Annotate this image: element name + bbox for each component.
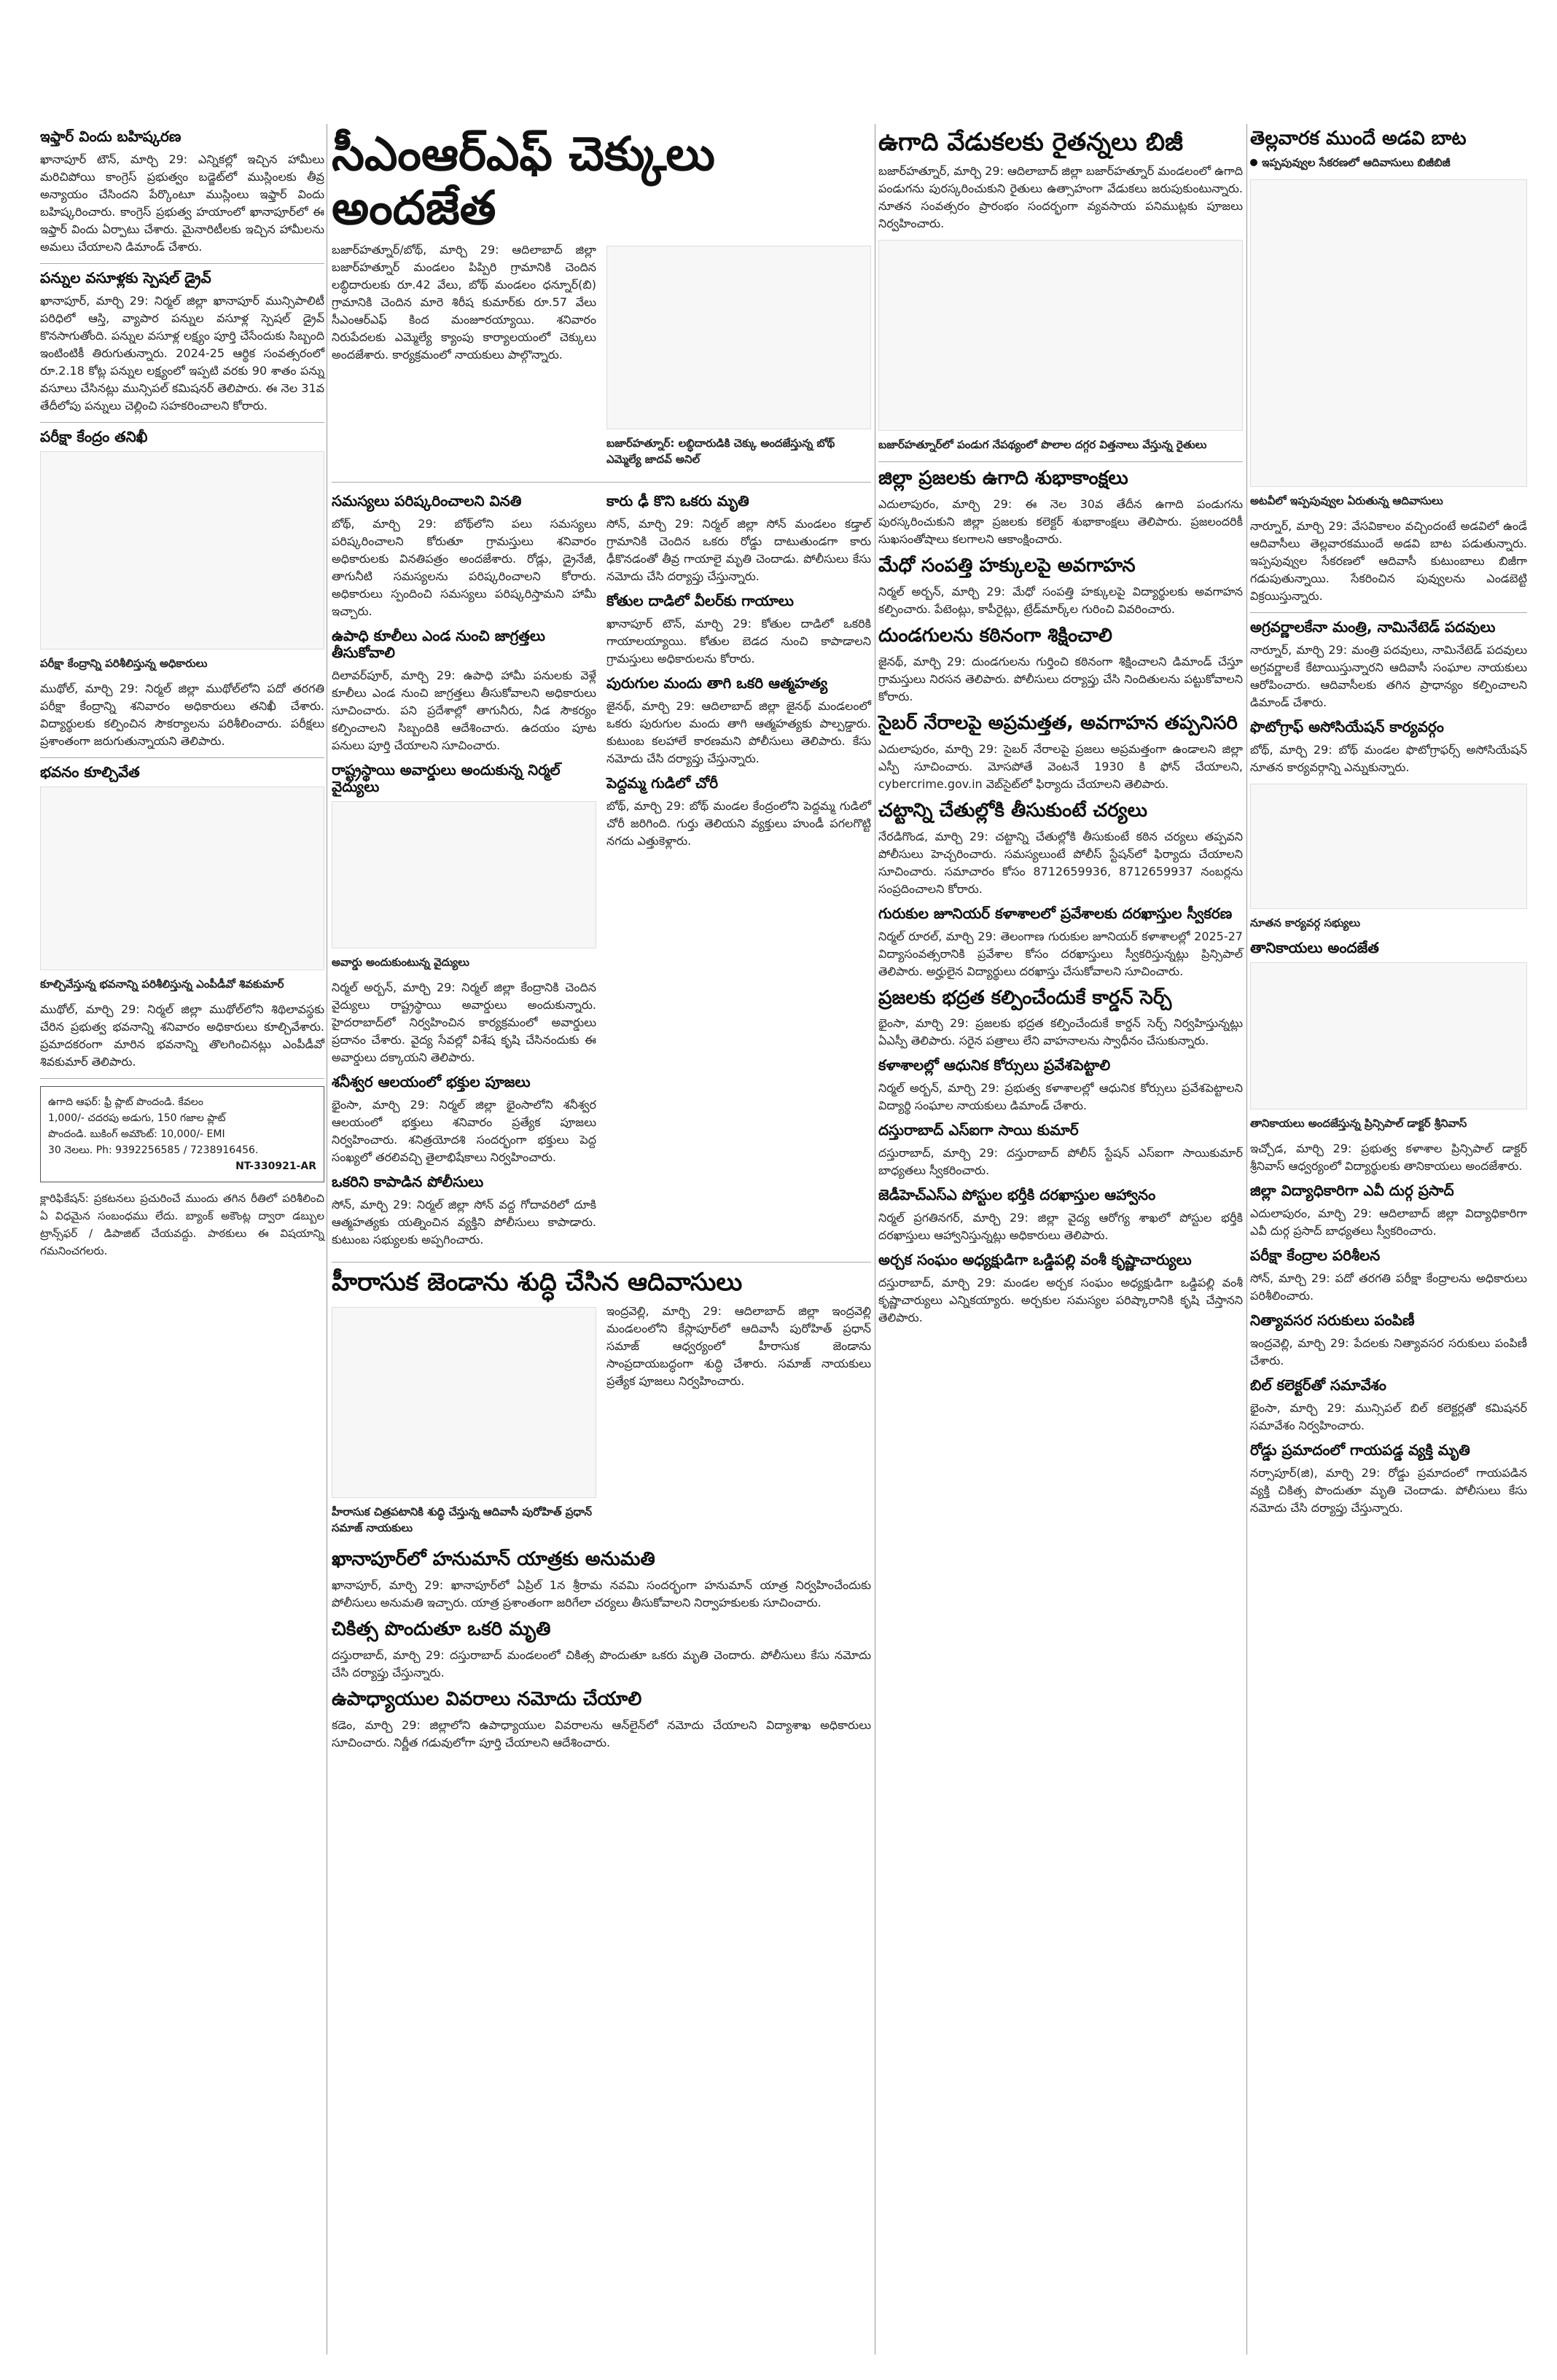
article-headline: జిల్లా ప్రజలకు ఉగాది శుభాకాంక్షలు (878, 467, 1128, 490)
article-body: బజార్‌హత్నూర్, మార్చి 29: ఆదిలాబాద్ జిల్లా బజార్‌హత్నూర్ మండలంలో ఉగాది పండుగను పురస్కరించుకుని రైతులు ఉత్సాహంగా వేడుకలు జరుపుకుంటున్నారు. నూతన సంవత్సరం ప్రారంభం సందర్భంగా వ్యవసాయ పనిముట్లకు పూజలు నిర్వహించారు. (878, 164, 1243, 231)
article-body: నిర్మల్ అర్బన్, మార్చి 29: నిర్మల్ జిల్లా కేంద్రానికి చెందిన వైద్యులు రాష్ట్రస్థాయి అవార్డులు అందుకున్నారు. హైదరాబాద్‌లో నిర్వహించిన కార్యక్రమంలో అవార్డులు ప్రదానం చేశారు. వైద్య సేవల్లో విశేష కృషి చేసినందుకు ఈ అవార్డులు దక్కాయని తెలిపారు. (332, 980, 596, 1065)
article-headline: శనీశ్వర ఆలయంలో భక్తుల పూజలు (332, 1073, 531, 1091)
divider (40, 757, 324, 758)
article-headline: ఇఫ్తార్ విందు బహిష్కరణ (40, 128, 182, 145)
ad-line: ఉగాది ఆఫర్: ఫ్రీ ప్లాట్ పొందండి. కేవలం (48, 1096, 203, 1108)
article-body: నిర్మల్ అర్బన్, మార్చి 29: మేధో సంపత్తి హక్కులపై విద్యార్థులకు అవగాహన కల్పించారు. పేటెంట్లు, కాపీరైట్లు, ట్రేడ్‌మార్క్‌ల గురించి వివరించారు. (878, 584, 1243, 616)
article-headline: ఖానాపూర్‌లో హనుమాన్ యాత్రకు అనుమతి (332, 1548, 655, 1571)
association-photo (1250, 784, 1527, 909)
article-headline: అర్చక సంఘం అధ్యక్షుడిగా ఒడ్డిపల్లి వంశీ కృష్ణాచార్యులు (878, 1251, 1192, 1269)
lead-headline: ఉగాది వేడుకలకు రైతన్నలు బిజీ (878, 128, 1183, 157)
divider (332, 482, 871, 483)
article-body: బజార్‌హత్నూర్/బోథ్, మార్చి 29: ఆదిలాబాద్ జిల్లా బజార్‌హత్నూర్ మండలం పిప్పిరి గ్రామానికి చెందిన లబ్ధిదారులకు రూ.42 వేలు, బోథ్ మండలం ధన్నూర్(బి) గ్రామానికి చెందిన మారె శిరీష కుమార్‌కు రూ.57 వేలు సీఎంఆర్ఎఫ్ కింద మంజూరయ్యాయి. శనివారం నిరుపేదలకు ఎమ్మెల్యే క్యాంపు కార్యాలయంలో చెక్కులు అందజేశారు. కార్యక్రమంలో నాయకులు పాల్గొన్నారు. (332, 243, 596, 362)
article-body: నిర్మల్ ప్రగతినగర్, మార్చి 29: జిల్లా వైద్య ఆరోగ్య శాఖలో పోస్టుల భర్తీకి దరఖాస్తులు ఆహ్వానిస్తున్నట్లు అధికారులు తెలిపారు. (878, 1211, 1243, 1243)
article-headline: పరీక్షా కేంద్రాల పరిశీలన (1250, 1246, 1381, 1264)
article-headline: అగ్రవర్ణాలకేనా మంత్రి, నామినేటెడ్ పదవులు (1250, 617, 1496, 636)
article-body: ఎదులాపురం, మార్చి 29: ఆదిలాబాద్ జిల్లా విద్యాధికారిగా ఎవీ దుర్గ ప్రసాద్ బాధ్యతలు స్వీకరించారు. (1250, 1206, 1527, 1238)
article-body: కడెం, మార్చి 29: జిల్లాలోని ఉపాధ్యాయుల వివరాలను ఆన్‌లైన్‌లో నమోదు చేయాలని విద్యాశాఖ అధికారులు సూచించారు. నిర్ణీత గడువులోగా పూర్తి చేయాలని ఆదేశించారు. (332, 1717, 871, 1749)
divider (332, 1262, 871, 1263)
article-body: ఖానాపూర్ టౌన్, మార్చి 29: కోతుల దాడిలో ఒకరికి గాయాలయ్యాయి. కోతుల బెడద నుంచి కాపాడాలని గ్రామస్తులు అధికారులను కోరారు. (606, 617, 871, 666)
article-body: దస్తురాబాద్, మార్చి 29: దస్తురాబాద్ పోలీస్ స్టేషన్ ఎస్ఐగా సాయికుమార్ బాధ్యతలు స్వీకరించారు. (878, 1146, 1243, 1178)
column-2 (332, 124, 871, 1759)
article-body: ఇచ్చోడ, మార్చి 29: ప్రభుత్వ కళాశాల ప్రిన్సిపాల్ డాక్టర్ శ్రీనివాస్ ఆధ్వర్యంలో విద్యార్థులకు తానికాయలు అందజేశారు. (1250, 1141, 1527, 1173)
article-body: భైంసా, మార్చి 29: మున్సిపల్ బిల్ కలెక్టర్లతో కమిషనర్ సమావేశం నిర్వహించారు. (1250, 1400, 1527, 1432)
article-body: దస్తురాబాద్, మార్చి 29: దస్తురాబాద్ మండలంలో చికిత్స పొందుతూ ఒకరు మృతి చెందారు. పోలీసులు కేసు నమోదు చేసి దర్యాప్తు చేస్తున్నారు. (332, 1648, 871, 1680)
photo-caption: కూల్చివేస్తున్న భవనాన్ని పరిశీలిస్తున్న ఎంపీడీవో శివకుమార్ (40, 978, 284, 991)
article-body: ఇంద్రవెల్లి, మార్చి 29: ఆదిలాబాద్ జిల్లా ఇంద్రవెల్లి మండలంలోని కేస్లాపూర్‌లో ఆదివాసీ పురోహిత్ ప్రధాన్ సమాజ్ ఆధ్వర్యంలో హీరాసుక జెండాను సాంప్రదాయబద్ధంగా శుద్ధి చేశారు. సమాజ్ నాయకులు ప్రత్యేక పూజలు నిర్వహించారు. (606, 1304, 871, 1389)
photo-caption: హీరాసుక చిత్రపటానికి శుద్ధి చేస్తున్న ఆదివాసీ పురోహిత్ ప్రధాన్ సమాజ్ నాయకులు (332, 1505, 593, 1535)
article-headline: రాష్ట్రస్థాయి అవార్డులు అందుకున్న నిర్మల్ వైద్యులు (332, 761, 561, 796)
article-headline: పురుగుల మందు తాగి ఒకరి ఆత్మహత్య (606, 674, 828, 692)
photo-caption: పరీక్షా కేంద్రాన్ని పరిశీలిస్తున్న అధికారులు (40, 657, 208, 670)
article-headline: జెడీహెచ్‌ఎస్‌ఎ పోస్టుల భర్తీకి దరఖాస్తుల ఆహ్వానం (878, 1186, 1156, 1204)
article-body: దిలావర్‌పూర్, మార్చి 29: ఉపాధి హామీ పనులకు వెళ్లే కూలీలు ఎండ నుంచి జాగ్రత్తలు తీసుకోవాలని అధికారులు సూచించారు. పని ప్రదేశాల్లో తాగునీరు, నీడ సౌకర్యం కల్పించాలని సిబ్బందికి ఆదేశించారు. ఉదయం పూట పనులు పూర్తి చేయాలని సూచించారు. (332, 668, 596, 753)
exam-center-photo (40, 451, 324, 649)
article-headline: చట్టాన్ని చేతుల్లోకి తీసుకుంటే చర్యలు (878, 799, 1148, 822)
photo-caption: అవార్డు అందుకుంటున్న వైద్యులు (332, 956, 469, 969)
article-headline: ప్రజలకు భద్రత కల్పించేందుకే కార్డన్ సెర్చ్ (878, 986, 1172, 1009)
article-body: ఖానాపూర్ టౌన్, మార్చి 29: ఎన్నికల్లో ఇచ్చిన హామీలు మరిచిపోయి కాంగ్రెస్ ప్రభుత్వం బడ్జెట్‌లో ముస్లింలకు తీవ్ర అన్యాయం చేసిందని పేర్కొంటూ ముస్లింలు ఇఫ్తార్ విందు బహిష్కరించారు. కాంగ్రెస్ ప్రభుత్వ హయాంలో ఖానాపూర్‌లో ఈ ఇఫ్తార్ విందు ఏర్పాటు చేశారు. మైనారిటీలకు ఇచ్చిన హామీలను అమలు చేయాలని డిమాండ్ చేశారు. (40, 152, 324, 254)
photo-caption: తానికాయలు అందజేస్తున్న ప్రిన్సిపాల్ డాక్టర్ శ్రీనివాస్ (1250, 1116, 1467, 1130)
article-headline: చికిత్స పొందుతూ ఒకరి మృతి (332, 1618, 551, 1641)
divider (40, 422, 324, 423)
article-headline: ఉపాధి కూలీలు ఎండ నుంచి జాగ్రత్తలు తీసుకోవాలి (332, 627, 545, 662)
ad-code: NT-330921-AR (235, 1160, 316, 1172)
article-body: దస్తురాబాద్, మార్చి 29: మండల అర్చక సంఘం అధ్యక్షుడిగా ఒడ్డిపల్లి వంశీ కృష్ణాచార్యులు ఎన్నికయ్యారు. అర్చకుల సమస్యల పరిష్కారానికి కృషి చేస్తానని తెలిపారు. (878, 1276, 1243, 1325)
column-1 (40, 124, 324, 1267)
article-headline: దస్తురాబాద్ ఎస్ఐగా సాయి కుమార్ (878, 1121, 1079, 1139)
lead-headline: తెల్లవారక ముందే అడవి బాట (1250, 128, 1467, 149)
article-body: ఎదులాపురం, మార్చి 29: సైబర్ నేరాలపై ప్రజలు అప్రమత్తంగా ఉండాలని జిల్లా ఎస్పీ సూచించారు. మోసపోతే వెంటనే 1930 కి ఫోన్ చేయాలని, cybercrime.gov.in వెబ్‌సైట్‌లో ఫిర్యాదు చేయాలని తెలిపారు. (878, 741, 1243, 791)
article-headline: కోతుల దాడిలో వీలర్‌కు గాయాలు (606, 592, 794, 610)
article-body: నిర్మల్ రూరల్, మార్చి 29: తెలంగాణ గురుకుల జూనియర్ కళాశాలల్లో 2025-27 విద్యాసంవత్సరానికి ప్రవేశాల కోసం దరఖాస్తులు స్వీకరిస్తున్నట్లు ప్రిన్సిపాల్ తెలిపారు. అర్హులైన విద్యార్థులు దరఖాస్తు చేసుకోవాలని సూచించారు. (878, 929, 1243, 978)
article-body: నార్నూర్, మార్చి 29: వేసవికాలం వచ్చిందంటే అడవిలో ఉండే ఆదివాసీలు తెల్లవారకముందే అడవి బాట పడుతున్నారు. ఇప్పపువ్వుల సేకరణలో ఆదివాసీ కుటుంబాలు బిజీగా గడుపుతున్నాయి. సేకరించిన పువ్వులను ఎండబెట్టి విక్రయిస్తున్నారు. (1250, 518, 1527, 603)
column-4 (1250, 124, 1527, 1524)
divider (1250, 612, 1527, 613)
article-body: బోథ్, మార్చి 29: బోథ్ మండల ఫొటోగ్రాఫర్స్ అసోసియేషన్ నూతన కార్యవర్గాన్ని ఎన్నుకున్నారు. (1250, 742, 1527, 774)
divider (40, 263, 324, 264)
column-3 (878, 124, 1243, 1334)
advertiser-notice: క్లారిఫికేషన్: ప్రకటనలు ప్రచురించే ముందు తగిన రీతిలో పరిశీలించి ఏ విధమైన సంబంధము లేదు. బ్యాంక్ అకౌంట్ల ద్వారా డబ్బుల ట్రాన్స్‌ఫర్ / డిపాజిట్ చేయవద్దు. పాఠకులు ఈ విషయాన్ని గమనించగలరు. (40, 1192, 324, 1257)
article-body: సోన్, మార్చి 29: నిర్మల్ జిల్లా సోన్ మండలం కడ్తాల్ గ్రామానికి చెందిన ఒకరు రోడ్డు దాటుతుండగా కారు ఢీకొనడంతో తీవ్ర గాయాలై మృతి చెందాడు. పోలీసులు కేసు నమోదు చేసి దర్యాప్తు చేస్తున్నారు. (606, 517, 871, 584)
photo-caption: అటవీలో ఇప్పపువ్వుల ఏరుతున్న ఆదివాసులు (1250, 493, 1443, 507)
article-headline: పరీక్షా కేంద్రం తనిఖీ (40, 428, 148, 445)
article-body: జైనథ్, మార్చి 29: ఆదిలాబాద్ జిల్లా జైనథ్ మండలంలో ఒకరు పురుగుల మందు తాగి ఆత్మహత్యకు పాల్పడ్డారు. కుటుంబ కలహాలే కారణమని పోలీసులు తెలిపారు. కేసు నమోదు చేసి దర్యాప్తు చేస్తున్నారు. (606, 699, 871, 766)
farmers-field-photo (878, 240, 1243, 431)
bullet-icon (1250, 159, 1257, 166)
classified-ad (40, 1086, 324, 1182)
article-headline: సైబర్ నేరాలపై అప్రమత్తత, అవగాహన తప్పనిసరి (878, 711, 1238, 734)
article-body: ఖానాపూర్, మార్చి 29: నిర్మల్ జిల్లా ఖానాపూర్ మున్సిపాలిటీ పరిధిలో ఆస్తి, వ్యాపార పన్నుల వసూళ్ల స్పెషల్ డ్రైవ్ కొనసాగుతోంది. పన్నుల వసూళ్ల లక్ష్యం పూర్తి చేసేందుకు సిబ్బంది ఇంటింటికీ తిరుగుతున్నారు. 2024-25 ఆర్థిక సంవత్సరంలో రూ.2.18 కోట్ల పన్నుల లక్ష్యంలో ఇప్పటి వరకు 90 శాతం పన్ను వసూలు చేసినట్లు మున్సిపల్ కమిషనర్ తెలిపారు. ఈ నెల 31వ తేదీలోపు పన్నులు చెల్లించి సహకరించాలని కోరారు. (40, 294, 324, 413)
article-body: ఇంద్రవెల్లి, మార్చి 29: పేదలకు నిత్యావసర సరుకులు పంపిణీ చేశారు. (1250, 1335, 1527, 1367)
building-demolition-photo (40, 787, 324, 970)
distribution-photo (1250, 962, 1527, 1109)
article-body: ఖానాపూర్, మార్చి 29: ఖానాపూర్‌లో ఏప్రిల్ 1న శ్రీరామ నవమి సందర్భంగా హనుమాన్ యాత్ర నిర్వహించేందుకు పోలీసులు అనుమతి ఇచ్చారు. యాత్ర ప్రశాంతంగా జరిగేలా చర్యలు తీసుకోవాలని నిర్వాహకులకు సూచించారు. (332, 1578, 871, 1610)
article-headline: తానికాయలు అందజేత (1250, 938, 1379, 956)
divider (40, 1078, 324, 1079)
ad-line: 30 నెలలు. Ph: 9392256585 / 7238916456. (48, 1144, 259, 1156)
article-body: సోన్, మార్చి 29: పదో తరగతి పరీక్షా కేంద్రాలను అధికారులు పరిశీలించారు. (1250, 1271, 1527, 1303)
photo-caption: బజార్‌హత్నూర్: లబ్ధిదారుడికి చెక్కు అందజేస్తున్న బోథ్ ఎమ్మెల్యే జాదవ్ అనిల్ (606, 437, 835, 467)
article-body: భైంసా, మార్చి 29: నిర్మల్ జిల్లా భైంసాలోని శనీశ్వర ఆలయంలో భక్తులు శనివారం ప్రత్యేక పూజలు నిర్వహించారు. శనిత్రయోదశి సందర్భంగా భక్తులు పెద్ద సంఖ్యలో తరలివచ్చి తైలాభిషేకాలు నిర్వహించారు. (332, 1098, 596, 1165)
article-body: నార్నూర్, మార్చి 29: మంత్రి పదవులు, నామినేటెడ్ పదవులు అగ్రవర్ణాలకే కేటాయిస్తున్నారని ఆదివాసీ సంఘాల నాయకులు ఆరోపించారు. ఆదివాసీలకు తగిన ప్రాధాన్యం కల్పించాలని డిమాండ్ చేశారు. (1250, 642, 1527, 709)
article-headline: కళాశాలల్లో ఆధునిక కోర్సులు ప్రవేశపెట్టాలి (878, 1056, 1111, 1074)
article-headline: దుండగులను కఠినంగా శిక్షించాలి (878, 624, 1112, 647)
tribal-flag-photo (332, 1307, 596, 1498)
article-headline: ఉపాధ్యాయుల వివరాలు నమోదు చేయాలి (332, 1688, 642, 1711)
article-headline: జిల్లా విద్యాధికారిగా ఎవీ దుర్గ ప్రసాద్ (1250, 1181, 1454, 1199)
article-body: ముథోల్, మార్చి 29: నిర్మల్ జిల్లా ముథోల్‌లోని పదో తరగతి పరీక్షా కేంద్రాన్ని శనివారం అధికారులు తనిఖీ చేశారు. విద్యార్థులకు కల్పించిన సౌకర్యాలను పరిశీలించారు. పరీక్షలు ప్రశాంతంగా జరుగుతున్నాయని తెలిపారు. (40, 682, 324, 748)
article-body: సోన్, మార్చి 29: నిర్మల్ జిల్లా సోన్ వద్ద గోదావరిలో దూకి ఆత్మహత్యకు యత్నించిన వ్యక్తిని పోలీసులు కాపాడారు. కుటుంబ సభ్యులకు అప్పగించారు. (332, 1198, 596, 1247)
article-body: నర్సాపూర్(జి), మార్చి 29: రోడ్డు ప్రమాదంలో గాయపడిన వ్యక్తి చికిత్స పొందుతూ మృతి చెందాడు. పోలీసులు కేసు నమోదు చేసి దర్యాప్తు చేస్తున్నారు. (1250, 1465, 1527, 1515)
article-body: నేరడిగొండ, మార్చి 29: చట్టాన్ని చేతుల్లోకి తీసుకుంటే కఠిన చర్యలు తప్పవని పోలీసులు హెచ్చరించారు. సమస్యలుంటే పోలీస్ స్టేషన్‌లో ఫిర్యాదు చేయాలని సూచించారు. సమాచారం కోసం 8712659936, 8712659937 నంబర్లను సంప్రదించాలని కోరారు. (878, 829, 1243, 896)
doctors-award-photo (332, 801, 596, 948)
article-headline: రోడ్డు ప్రమాదంలో గాయపడ్డ వ్యక్తి మృతి (1250, 1440, 1470, 1459)
article-body: ఎదులాపురం, మార్చి 29: ఈ నెల 30వ తేదీన ఉగాది పండుగను పురస్కరించుకుని జిల్లా ప్రజలకు కలెక్టర్ శుభాకాంక్షలు తెలిపారు. ప్రజలందరికీ సుఖసంతోషాలు కలగాలని ఆకాంక్షించారు. (878, 496, 1243, 546)
article-body: నిర్మల్ అర్బన్, మార్చి 29: ప్రభుత్వ కళాశాలల్లో ఆధునిక కోర్సులు ప్రవేశపెట్టాలని విద్యార్థి సంఘాల నాయకులు డిమాండ్ చేశారు. (878, 1081, 1243, 1113)
article-headline: ఒకరిని కాపాడిన పోలీసులు (332, 1173, 484, 1191)
article-headline: నిత్యావసర సరుకులు పంపిణీ (1250, 1311, 1415, 1329)
article-headline: పెద్దమ్మ గుడిలో చోరీ (606, 774, 719, 792)
article-headline: హీరాసుక జెండాను శుద్ధి చేసిన ఆదివాసులు (332, 1268, 743, 1298)
article-headline: గురుకుల జూనియర్ కళాశాలలో ప్రవేశాలకు దరఖాస్తుల స్వీకరణ (878, 904, 1233, 922)
article-headline: ఫొటోగ్రాఫ్ అసోసియేషన్ కార్యవర్గం (1250, 717, 1444, 736)
article-body: బోథ్, మార్చి 29: బోథ్‌లోని పలు సమస్యలు పరిష్కరించాలని కోరుతూ గ్రామస్తులు శనివారం అధికారులకు వినతిపత్రం అందజేశారు. రోడ్లు, డ్రైనేజీ, తాగునీటి సమస్యలను పరిష్కరించాలని కోరారు. అధికారులు స్పందించి సమస్యలు పరిష్కరిస్తామని హామీ ఇచ్చారు. (332, 517, 596, 619)
photo-caption: బజార్‌హత్నూర్‌లో పండుగ నేపథ్యంలో పొలాల దగ్గర విత్తనాలు వేస్తున్న రైతులు (878, 438, 1207, 452)
lead-headline: సీఎంఆర్ఎఫ్ చెక్కులు అందజేత (332, 128, 715, 235)
article-body: జైనథ్, మార్చి 29: దుండగులను గుర్తించి కఠినంగా శిక్షించాలని డిమాండ్ చేస్తూ గ్రామస్తులు నిరసన తెలిపారు. పోలీసులు దర్యాప్తు చేసి నిందితులను పట్టుకోవాలని కోరారు. (878, 654, 1243, 703)
article-headline: బిల్ కలెక్టర్‌తో సమావేశం (1250, 1376, 1386, 1394)
article-headline: భవనం కూల్చివేత (40, 763, 140, 781)
divider (878, 461, 1243, 462)
cheque-handover-photo (606, 246, 871, 429)
article-headline: పన్నుల వసూళ్లకు స్పెషల్ డ్రైవ్ (40, 269, 211, 286)
subheadline: ఇప్పపువ్వుల సేకరణలో ఆదివాసులు బిజీబిజీ (1250, 156, 1527, 172)
article-headline: సమస్యలు పరిష్కరించాలని వినతి (332, 492, 522, 510)
forest-collection-photo (1250, 179, 1527, 487)
ad-line: 1,000/- చదరపు అడుగు, 150 గజాల ప్లాట్ (48, 1112, 226, 1124)
article-headline: కారు ఢీ కొని ఒకరు మృతి (606, 492, 749, 510)
article-body: ముథోల్, మార్చి 29: నిర్మల్ జిల్లా ముథోల్‌లోని శిథిలావస్థకు చేరిన ప్రభుత్వ భవనాన్ని శనివారం అధికారులు కూల్చివేశారు. ప్రమాదకరంగా మారిన భవనాన్ని తొలగించినట్లు ఎంపీడీవో శివకుమార్ తెలిపారు. (40, 1002, 324, 1069)
article-headline: మేధో సంపత్తి హక్కులపై అవగాహన (878, 554, 1136, 577)
photo-caption: నూతన కార్యవర్గ సభ్యులు (1250, 916, 1361, 929)
article-body: భైంసా, మార్చి 29: ప్రజలకు భద్రత కల్పించేందుకే కార్డన్ సెర్చ్ నిర్వహిస్తున్నట్లు ఏఎస్పీ తెలిపారు. సరైన పత్రాలు లేని వాహనాలను స్వాధీనం చేసుకున్నారు. (878, 1016, 1243, 1048)
article-body: బోథ్, మార్చి 29: బోథ్ మండల కేంద్రంలోని పెద్దమ్మ గుడిలో చోరీ జరిగింది. గుర్తు తెలియని వ్యక్తులు హుండీ పగలగొట్టి నగదు ఎత్తుకెళ్లారు. (606, 799, 871, 848)
column-divider (1246, 124, 1247, 2354)
ad-line: పొందండి. బుకింగ్ అమౌంట్: 10,000/- EMI (48, 1128, 225, 1140)
